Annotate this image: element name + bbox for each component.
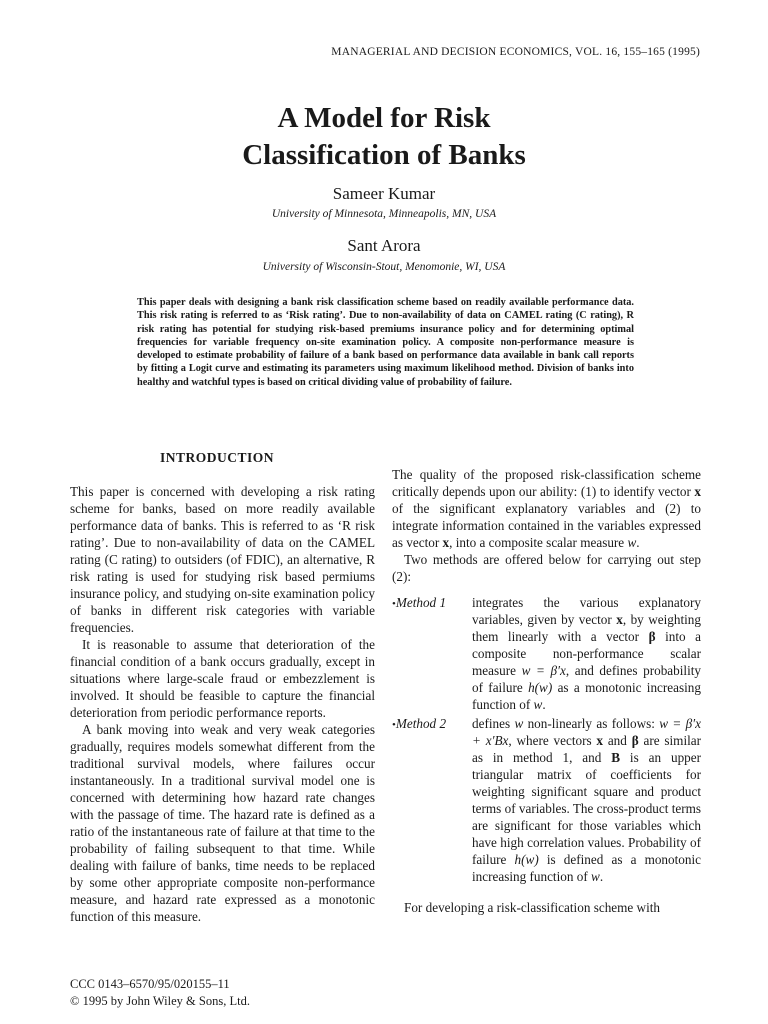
paper-title	[0, 100, 768, 174]
right-paragraph-1: The quality of the proposed risk-classification scheme critically depends upon our ability: (1) to identify vector x of the significant explanatory variables and (2) to integrate information contained in the variables expressed as vector x, into a composite scalar measure w.	[392, 467, 701, 550]
title-line-2: Classification of Banks	[242, 139, 526, 171]
method-2	[392, 715, 701, 885]
method-2-label: •Method 2	[392, 716, 447, 731]
author-2-affiliation: University of Wisconsin-Stout, Menomonie, WI, USA	[262, 261, 506, 273]
author-1-name: Sameer Kumar	[332, 184, 436, 203]
left-column	[70, 483, 375, 925]
method-1-text: integrates the various explanatory variables, given by vector x, by weighting them linearly with a vector β into a composite non-performance scalar measure w = β′x, and defines probability of failure h(w) as a monotonic increasing function of w.	[472, 595, 701, 712]
method-1-label: •Method 1	[392, 595, 447, 610]
journal-header: MANAGERIAL AND DECISION ECONOMICS, VOL. 16, 155–165 (1995)	[331, 46, 700, 58]
method-2-text: defines w non-linearly as follows: w = β′x + x′Bx, where vectors x and β are similar as in method 1, and B is an upper triangular matrix of coefficients for weighting significant square and product terms of variables. The cross-product terms are significant for those variables which have high correlation values. Probability of failure h(w) is defined as a monotonic increasing function of w.	[472, 716, 702, 884]
method-1	[392, 594, 701, 713]
abstract: This paper deals with designing a bank risk classification scheme based on readily available performance data. This risk rating is referred to as ‘Risk rating’. Due to non-availability of data on CAMEL rating (C rating), R risk rating has potential for studying risk-based premiums insurance policy and for determining optimal frequencies for variable frequency on-site examination policy. A composite non-performance measure is developed to estimate probability of failure of a bank based on performance data available in bank call reports by fitting a Logit curve and estimating its parameters using maximum likelihood method. Division of banks into healthy and watchful types is based on critical dividing value of probability of failure.	[137, 297, 634, 388]
section-heading-introduction: INTRODUCTION	[160, 450, 275, 465]
intro-paragraph-1: This paper is concerned with developing a risk rating scheme for banks, based on more readily available performance data of banks. This is referred to as ‘R risk rating’. Due to non-availability of data on the CAMEL rating (C rating) to outsiders (of FDIC), an alternative, R risk rating is used for studying risk based permiums insurance policy, and studying on-site examination policy of banks in different risk categories with variable frequencies.	[70, 484, 375, 635]
right-paragraph-2: Two methods are offered below for carrying out step (2):	[392, 552, 701, 584]
author-2-name: Sant Arora	[347, 236, 421, 255]
footer-code: CCC 0143–6570/95/020155–11	[70, 977, 230, 991]
author-1-affiliation: University of Minnesota, Minneapolis, MN, USA	[271, 208, 497, 220]
right-column	[392, 466, 701, 916]
intro-paragraph-3: A bank moving into weak and very weak categories gradually, requires models somewhat different from the traditional survival models, where failures occur instantaneously. In a traditional survival model one is concerned with determining how hazard rate changes with the passage of time. The hazard rate is defined as a ratio of the instantaneous rate of failure at that time to the probability of failing subsequent to that time. While dealing with failure of banks, time needs to be replaced by some other appropriate composite non-performance measure, and hazard rate expressed as a monotonic function of this measure.	[70, 722, 375, 924]
right-paragraph-last: For developing a risk-classification scheme with	[404, 900, 660, 915]
title-line-1: A Model for Risk	[277, 102, 491, 134]
intro-paragraph-2: It is reasonable to assume that deterioration of the financial condition of a bank occurs gradually, except in situations where large-scale fraud or embezzlement is involved. It should be feasible to capture the financial deterioration from periodic performance reports.	[70, 637, 375, 720]
footer	[70, 976, 250, 1010]
footer-copyright: © 1995 by John Wiley & Sons, Ltd.	[70, 994, 250, 1008]
